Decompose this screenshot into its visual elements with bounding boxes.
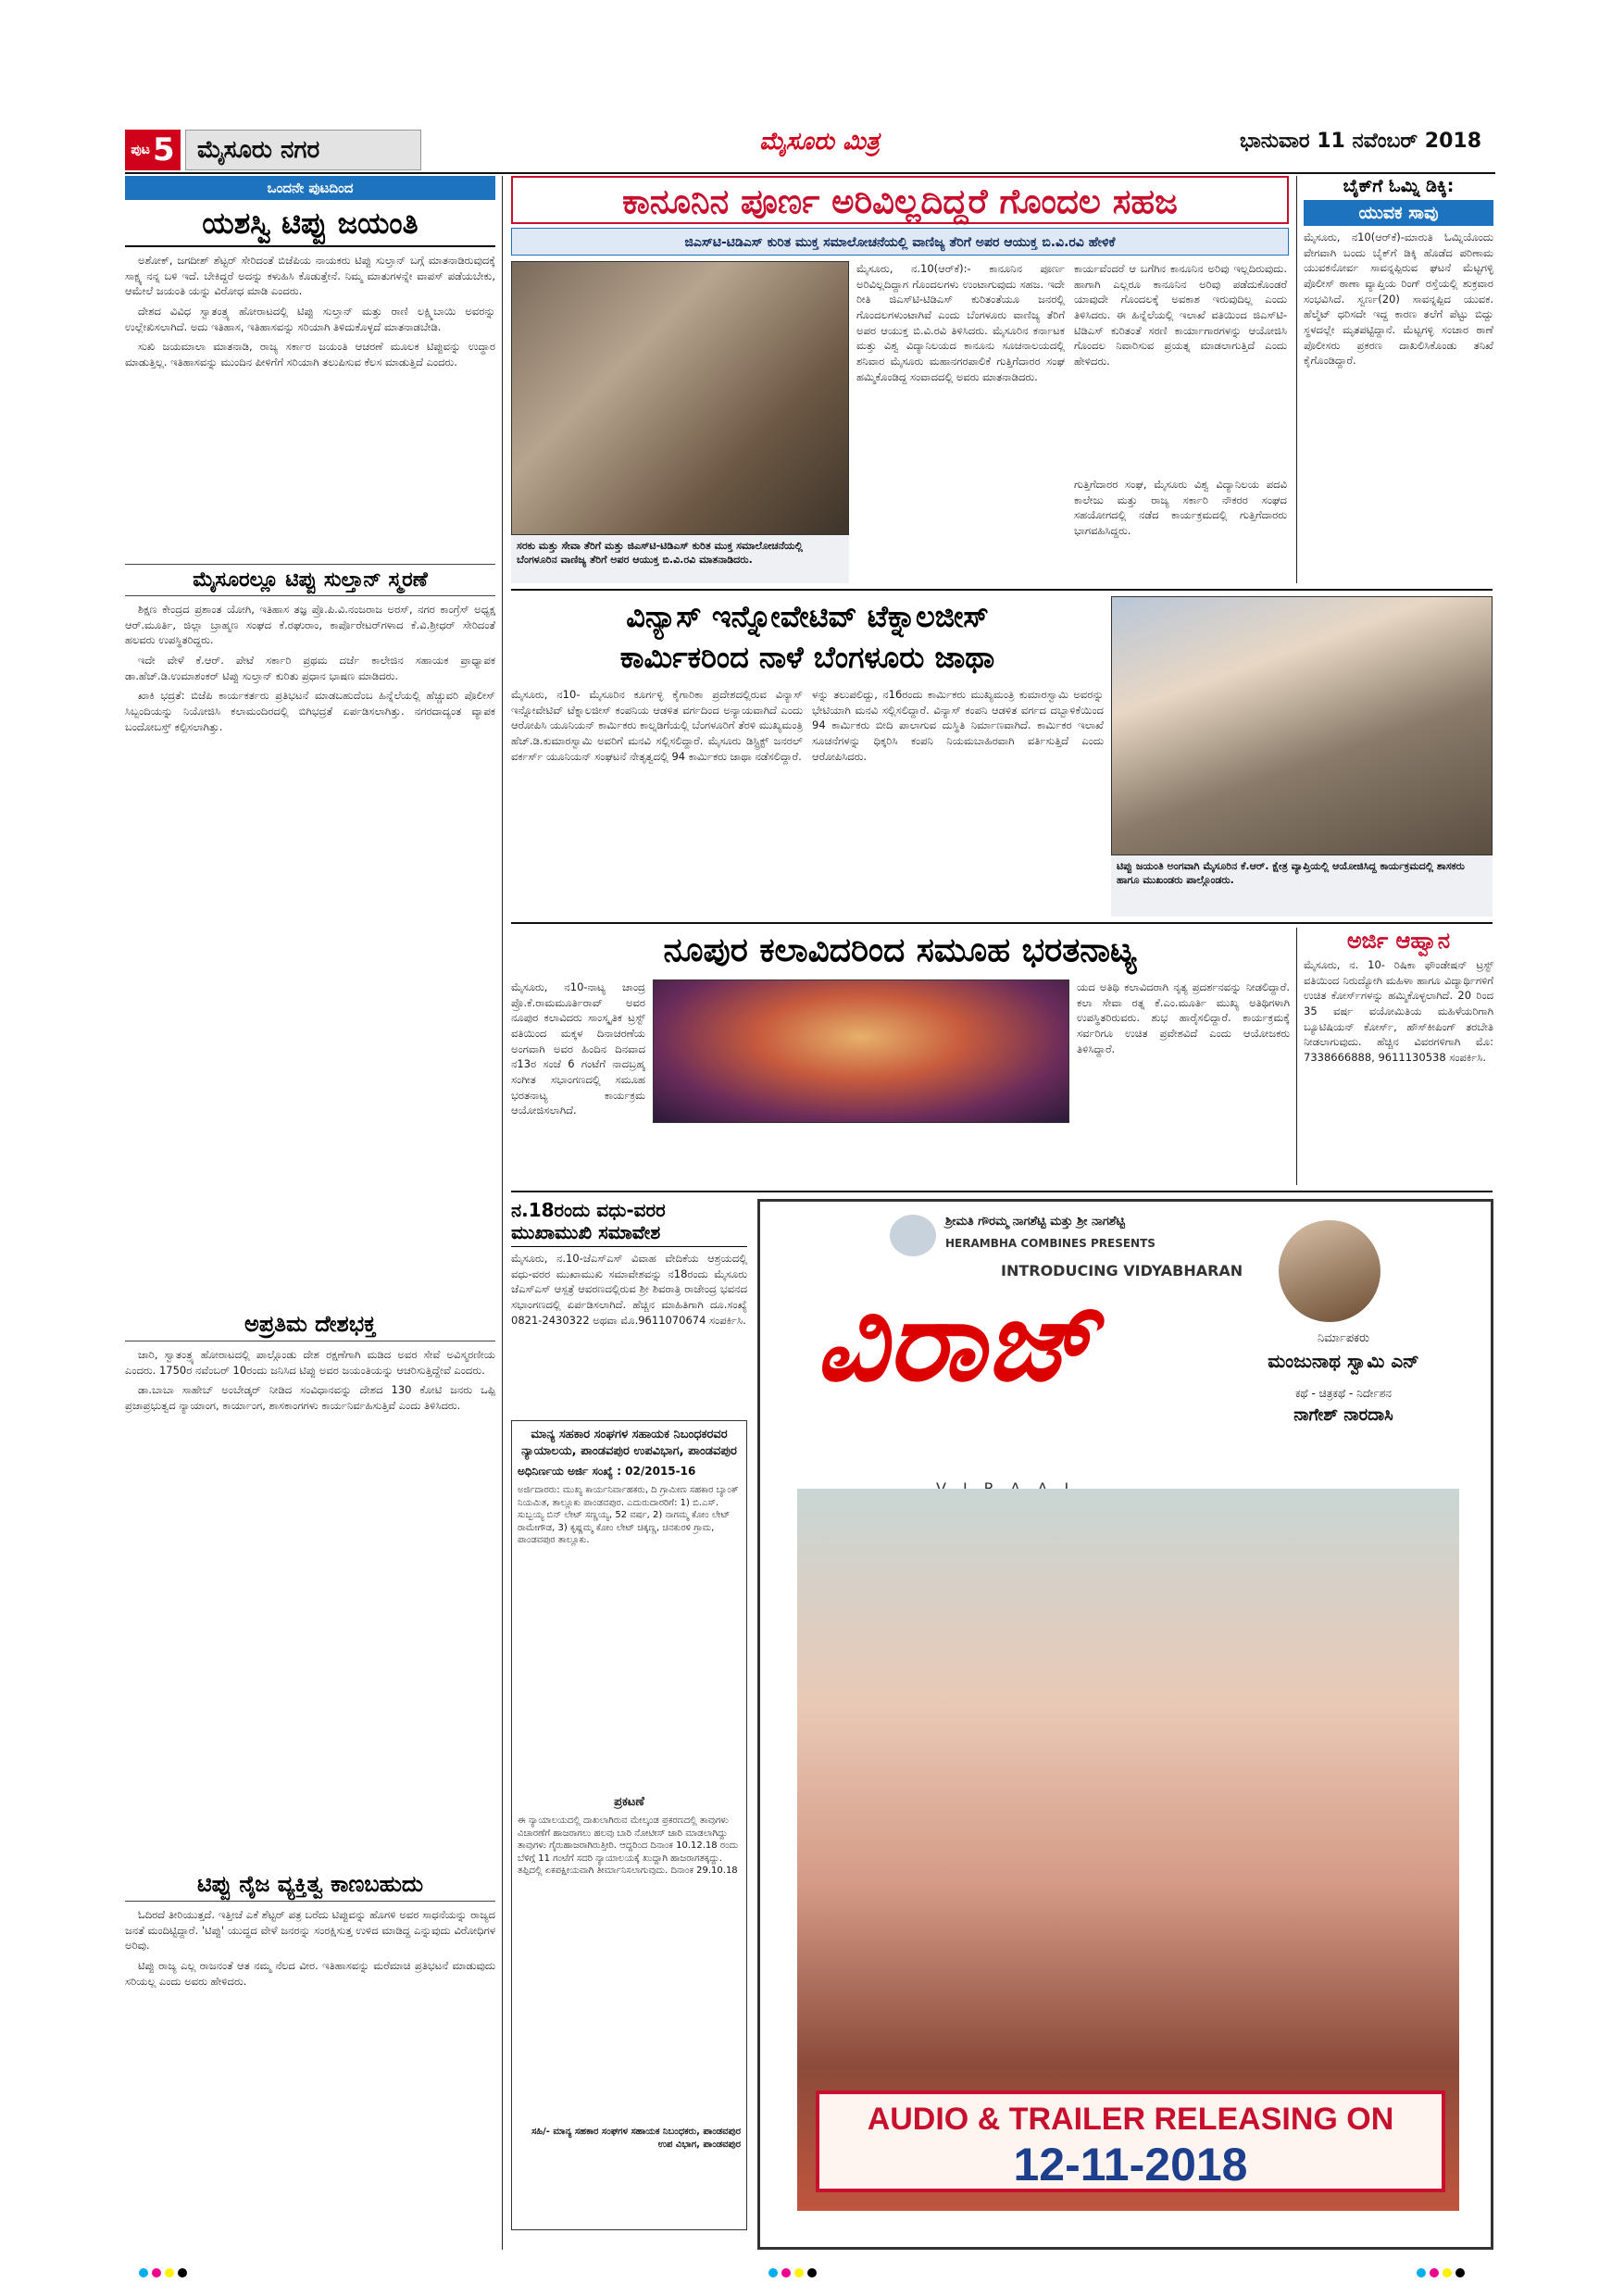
paper-name: ಮೈಸೂರು ಮಿತ್ರ [759, 128, 880, 156]
brief-body: ಮೈಸೂರು, ನ10(ಆರ್‌ಕೆ)-ಮಾರುತಿ ಓಮ್ನಿಯೊಂದು ವೇಗವಾಗಿ ಬಂದು ಬೈಕ್‌ಗೆ ಡಿಕ್ಕಿ ಹೊಡೆದ ಪರಿಣಾಮ ಯುವಕನೋರ್ವ ಸಾವನ್ನಪ್ಪಿರುವ ಘಟನೆ ಮೆಟ್ಟಗಳ್ಳಿ ಪೊಲೀಸ್ ಠಾಣಾ ವ್ಯಾಪ್ತಿಯ ರಿಂಗ್ ರಸ್ತೆಯಲ್ಲಿ ಶುಕ್ರವಾರ ಸಂಭವಿಸಿದೆ. ಸ್ವರ್ಣ(20) ಸಾವನ್ನಪ್ಪಿದ ಯುವಕ. ಹೆಲ್ಮೆಟ್ ಧರಿಸದೇ ಇದ್ದ ಕಾರಣ ತಲೆಗೆ ಪೆಟ್ಟು ಬಿದ್ದು ಸ್ಥಳದಲ್ಲೇ ಮೃತಪಟ್ಟಿದ್ದಾನೆ. ಮೆಟ್ಟಗಳ್ಳಿ ಸಂಚಾರ ಠಾಣೆ ಪೊಲೀಸರು ಪ್ರಕರಣ ದಾಖಲಿಸಿಕೊಂಡು ತನಿಖೆ ಕೈಗೊಂಡಿದ್ದಾರೆ. [1304, 231, 1493, 368]
ad-film-title: ವಿರಾಜ್ [816, 1276, 1096, 1406]
paragraph: ದೇಶದ ವಿವಿಧ ಸ್ವಾತಂತ್ರ್ಯ ಹೋರಾಟದಲ್ಲಿ ಟಿಪ್ಪು ಸುಲ್ತಾನ್ ಮತ್ತು ರಾಣಿ ಲಕ್ಷ್ಮಿಬಾಯಿ ಅವರನ್ನು ಉಲ್ಲೇಖಿಸಲಾಗಿದೆ. ಅದು ಇತಿಹಾಸ, ಇತಿಹಾಸವನ್ನು ಸರಿಯಾಗಿ ತಿಳಿದುಕೊಳ್ಳದೆ ಮಾತನಾಡಬೇಡಿ. [125, 305, 495, 333]
page-label: ಪುಟ [131, 143, 150, 157]
ad-introducing: INTRODUCING VIDYABHARAN [1001, 1262, 1243, 1279]
left-column [125, 176, 495, 2250]
section-rule [511, 589, 1493, 591]
masthead-rule [125, 172, 1495, 174]
yellow-dot [165, 2268, 174, 2277]
paragraph: ಸುಖಿ ಜಯಮಾಲಾ ಮಾತನಾಡಿ, ರಾಜ್ಯ ಸರ್ಕಾರ ಜಯಂತಿ ಆಚರಣೆ ಮೂಲಕ ಟಿಪ್ಪುವನ್ನು ಉದ್ಧಾರ ಮಾಡುತ್ತಿಲ್ಲ. ಇತಿಹಾಸವನ್ನು ಮುಂದಿನ ಪೀಳಿಗೆಗೆ ಸರಿಯಾಗಿ ತಲುಪಿಸುವ ಕೆಲಸ ಮಾಡುತ್ತಿದೆ ಎಂದರು. [125, 340, 495, 369]
personality-body [125, 1907, 495, 2296]
nupura-col2: ಯದ ಅತಿಥಿ ಕಲಾವಿದರಾಗಿ ನೃತ್ಯ ಪ್ರದರ್ಶನವನ್ನು ನೀಡಲಿದ್ದಾರೆ. ಕಲಾ ಸೇವಾ ರತ್ನ ಕೆ.ಎಂ.ಮೂರ್ತಿ ಮುಖ್ಯ ಅತಿಥಿಗಳಾಗಿ ಉಪಸ್ಥಿತರಿರುವರು. ಶುಭ ಹಾರೈಸಲಿದ್ದಾರೆ. ಕಾರ್ಯಕ್ರಮಕ್ಕೆ ಸರ್ವರಿಗೂ ಉಚಿತ ಪ್ರವೇಶವಿದೆ ಎಂದು ಆಯೋಜಕರು ತಿಳಿಸಿದ್ದಾರೆ. [1077, 980, 1290, 1055]
brief-headline-2: ಯುವಕ ಸಾವು [1304, 200, 1493, 226]
nupura-col1: ಮೈಸೂರು, ನ10-ನಾಟ್ಯ ಚಾಂದ್ರ ಪ್ರೊ.ಕೆ.ರಾಮಮೂರ್ತಿರಾವ್ ಅವರ ನೂಪುರ ಕಲಾವಿದರು ಸಾಂಸ್ಕೃತಿಕ ಟ್ರಸ್ಟ್ ವತಿಯಿಂದ ಮಕ್ಕಳ ದಿನಾಚರಣೆಯ ಅಂಗವಾಗಿ ಅವರ ಹಿಂದಿನ ದಿನವಾದ ನ13ರ ಸಂಜೆ 6 ಗಂಟೆಗೆ ನಾದಬ್ರಹ್ಮ ಸಂಗೀತ ಸಭಾಂಗಣದಲ್ಲಿ ಸಮೂಹ ಭರತನಾಟ್ಯ ಕಾರ್ಯಕ್ರಮ ಆಯೋಜಿಸಲಾಗಿದೆ. [511, 980, 645, 1117]
lead-headline: ಕಾನೂನಿನ ಪೂರ್ಣ ಅರಿವಿಲ್ಲದಿದ್ದರೆ ಗೊಂದಲ ಸಹಜ [511, 176, 1289, 224]
paragraph: ಡಾ.ಬಾಬಾ ಸಾಹೇಬ್ ಅಂಬೇಡ್ಕರ್ ನೀಡಿದ ಸಂವಿಧಾನವನ್ನು ದೇಶದ 130 ಕೋಟಿ ಜನರು ಒಪ್ಪಿ ಪ್ರಜಾಪ್ರಭುತ್ವದ ನ್ಯಾಯಾಂಗ, ಕಾರ್ಯಾಂಗ, ಶಾಸಕಾಂಗಗಳು ಕಾರ್ಯನಿರ್ವಹಿಸುತ್ತಿವೆ ಎಂದು ತಿಳಿಸಿದರು. [125, 1383, 495, 1413]
patriot-body [125, 1347, 495, 1866]
marriage-headline-2: ಮುಖಾಮುಖಿ ಸಮಾವೇಶ [511, 1221, 747, 1247]
page-number-badge [125, 130, 181, 170]
section-name: ಮೈಸೂರು ನಗರ [185, 130, 421, 170]
vinyas-headline-line2: ಕಾರ್ಮಿಕರಿಂದ ನಾಳೆ ಬೆಂಗಳೂರು ಜಾಥಾ [619, 640, 995, 675]
mysore-subhead: ಮೈಸೂರಲ್ಲೂ ಟಿಪ್ಪು ಸುಲ್ತಾನ್ ಸ್ಮರಣೆ [125, 564, 495, 596]
lead-photo-caption: ಸರಕು ಮತ್ತು ಸೇವಾ ತೆರಿಗೆ ಮತ್ತು ಜಿಎಸ್‌ಟಿ-ಟಿಡಿಎಸ್ ಕುರಿತ ಮುಕ್ತ ಸಮಾಲೋಚನೆಯಲ್ಲಿ ಬೆಂಗಳೂರಿನ ವಾಣಿಜ್ಯ ತೆರಿಗೆ ಅಪರ ಆಯುಕ್ತ ಬಿ.ವಿ.ರವಿ ಮಾತನಾಡಿದರು. [511, 535, 849, 583]
producer-portrait [1279, 1220, 1380, 1322]
court-body: ಅರ್ಜಿದಾರರು: ಮುಖ್ಯ ಕಾರ್ಯನಿರ್ವಾಹಕರು, ದಿ ಗ್ರಾಮೀಣ ಸಹಕಾರ ಬ್ಯಾಂಕ್ ನಿಯಮಿತ, ತಾಲ್ಲೂಕು ಪಾಂಡವಪುರ. ಎದುರುದಾರರಿಗೆ: 1) ಬಿ.ಎಸ್. ಸುಬ್ಬಯ್ಯ ಬಿನ್ ಲೇಟ್ ಸಣ್ಣಯ್ಯ, 52 ವರ್ಷ, 2) ನಾಗಮ್ಮ ಕೋಂ ಲೇಟ್ ರಾಮೇಗೌಡ, 3) ಕೃಷ್ಣಮ್ಮ ಕೋಂ ಲೇಟ್ ಚಿಕ್ಕಣ್ಣ, ಚಿನಕುರಳಿ ಗ್ರಾಮ, ಪಾಂಡವಪುರ ತಾಲ್ಲೂಕು. [518, 1485, 739, 1546]
nupura-col1-cont [653, 1128, 1069, 1185]
paragraph: ಇದೇ ವೇಳೆ ಕೆ.ಆರ್. ಪೇಟೆ ಸರ್ಕಾರಿ ಪ್ರಥಮ ದರ್ಜೆ ಕಾಲೇಜಿನ ಸಹಾಯಕ ಪ್ರಾಧ್ಯಾಪಕ ಡಾ.ಹೆಚ್.ಡಿ.ಉಮಾಶಂಕರ್ ಟಿಪ್ಪು ಸುಲ್ತಾನ್ ಕುರಿತು ಪ್ರಧಾನ ಭಾಷಣ ಮಾಡಿದರು. [125, 654, 495, 682]
tippu-event-caption: ಟಿಪ್ಪು ಜಯಂತಿ ಅಂಗವಾಗಿ ಮೈಸೂರಿನ ಕೆ.ಆರ್. ಕ್ಷೇತ್ರ ವ್ಯಾಪ್ತಿಯಲ್ಲಿ ಆಯೋಜಿಸಿದ್ದ ಕಾರ್ಯಕ್ರಮದಲ್ಲಿ ಶಾಸಕರು ಹಾಗೂ ಮುಖಂಡರು ಪಾಲ್ಗೊಂಡರು. [1111, 855, 1493, 917]
tippu-event-photo [1111, 596, 1493, 855]
release-label: AUDIO & TRAILER RELEASING ON [867, 2102, 1394, 2137]
bike-accident-brief [1304, 176, 1493, 583]
court-heading: ಮಾನ್ಯ ಸಹಕಾರ ಸಂಘಗಳ ಸಹಾಯಕ ನಿಬಂಧಕರವರ ನ್ಯಾಯಾಲಯ, ಪಾಂಡವಪುರ ಉಪವಿಭಾಗ, ಪಾಂಡವಪುರ [521, 1428, 737, 1458]
ad-director-label: ಕಥೆ - ಚಿತ್ರಕಥೆ - ನಿರ್ದೇಶನ [1295, 1387, 1392, 1400]
cyan-dot [139, 2268, 148, 2277]
black-dot [178, 2268, 187, 2277]
ad-company: HERAMBHA COMBINES PRESENTS [945, 1237, 1156, 1250]
marriage-body: ಮೈಸೂರು, ನ.10-ಜೆಎಸ್‌ಎಸ್ ವಿವಾಹ ವೇದಿಕೆಯ ಆಶ್ರಯದಲ್ಲಿ ವಧು-ವರರ ಮುಖಾಮುಖಿ ಸಮಾವೇಶವನ್ನು ನ18ರಂದು ಮೈಸೂರು ಜೆಎಸ್‌ಎಸ್ ಆಸ್ಪತ್ರೆ ಆವರಣದಲ್ಲಿರುವ ಶ್ರೀ ಶಿವರಾತ್ರಿ ರಾಜೇಂದ್ರ ಭವನದ ಸಭಾಂಗಣದಲ್ಲಿ ಏರ್ಪಡಿಸಲಾಗಿದೆ. ಹೆಚ್ಚಿನ ಮಾಹಿತಿಗಾಗಿ ದೂ.ಸಂಖ್ಯೆ 0821-2430322 ಅಥವಾ ಮೊ.9611070674 ಸಂಪರ್ಕಿಸಿ. [511, 1252, 747, 1327]
application-notice [1304, 928, 1493, 1185]
black-dot [807, 2268, 817, 2277]
registration-marks [768, 2268, 817, 2277]
ad-director-name: ನಾಗೇಶ್ ನಾರದಾಸಿ [1293, 1405, 1393, 1425]
magenta-dot [781, 2268, 791, 2277]
court-section: ಪ್ರಕಟಣೆ [614, 1795, 644, 1810]
lead-photo [511, 261, 849, 535]
registration-marks [139, 2268, 187, 2277]
section-rule [511, 922, 1493, 924]
yellow-dot [794, 2268, 804, 2277]
black-dot [1455, 2268, 1465, 2277]
vinyas-col1: ಮೈಸೂರು, ನ10- ಮೈಸೂರಿನ ಕೂರ್ಗಳ್ಳಿ ಕೈಗಾರಿಕಾ ಪ್ರದೇಶದಲ್ಲಿರುವ ವಿನ್ಯಾಸ್ ಇನ್ನೋವೇಟಿವ್ ಟೆಕ್ನಾಲಜೀಸ್ ಕಂಪನಿಯ ಆಡಳಿತ ವರ್ಗದಿಂದ ಅನ್ಯಾಯವಾಗಿದೆ ಎಂದು ಆರೋಪಿಸಿ ಯೂನಿಯನ್ ಕಾರ್ಮಿಕರು ಕಾಲ್ನಡಿಗೆಯಲ್ಲಿ ಬೆಂಗಳೂರಿಗೆ ತೆರಳಿ ಮುಖ್ಯಮಂತ್ರಿ ಹೆಚ್.ಡಿ.ಕುಮಾರಸ್ವಾಮಿ ಅವರಿಗೆ ಮನವಿ ಸಲ್ಲಿಸಲಿದ್ದಾರೆ. ಮೈಸೂರು ಡಿಸ್ಟ್ರಿಕ್ಟ್ ಜನರಲ್ ವರ್ಕರ್ಸ್ ಯೂನಿಯನ್ ಸಂಘಟನೆ ನೇತೃತ್ವದಲ್ಲಿ 94 ಕಾರ್ಮಿಕರು ಜಾಥಾ ನಡೆಸಲಿದ್ದಾರೆ. [511, 688, 803, 763]
nupura-headline: ನೂಪುರ ಕಲಾವಿದರಿಂದ ಸಮೂಹ ಭರತನಾಟ್ಯ [663, 931, 1137, 969]
column-divider [1296, 928, 1297, 1185]
ad-producer-name: ಮಂಜುನಾಥ ಸ್ವಾಮಿ ಎನ್ [1268, 1350, 1419, 1372]
paragraph: ಜಾರಿ, ಸ್ವಾತಂತ್ರ್ಯ ಹೋರಾಟದಲ್ಲಿ ಪಾಲ್ಗೊಂಡು ದೇಶ ರಕ್ಷಣೆಗಾಗಿ ಮಡಿದ ಅವರ ಸೇವೆ ಅವಿಸ್ಮರಣೀಯ ಎಂದರು. 1750ರ ನವೆಂಬರ್ 10ರಂದು ಜನಿಸಿದ ಟಿಪ್ಪು ಅವರ ಜಯಂತಿಯನ್ನು ಆಚರಿಸುತ್ತಿದ್ದೇವೆ ಎಂದರು. [125, 1348, 495, 1377]
column-divider [1296, 176, 1297, 583]
paragraph: ಓದಿರದೆ ತೀರಿಯುತ್ತದೆ. ಇತ್ತೀಚೆ ಎಕೆ ಶೆಟ್ಟರ್ ಪತ್ರ ಬರೆದು ಟಿಪ್ಪುವನ್ನು ಹೊಗಳಿ ಅವರ ಸಾಧನೆಯನ್ನು ರಾಜ್ಯದ ಜನತೆ ಮಂದಿಟ್ಟಿದ್ದಾರೆ. 'ಟಿಪ್ಪು' ಯುದ್ಧದ ವೇಳೆ ಜನರನ್ನು ಸಂರಕ್ಷಿಸುತ್ತ ಉಳಿದ ಮಾಡಿದ್ದ ಎನ್ನುವುದು ವಿರೋಧಿಗಳ ಅರಿವು. [125, 1908, 495, 1953]
notices-column [511, 1199, 747, 2250]
court-body-2: ಈ ನ್ಯಾಯಾಲಯದಲ್ಲಿ ದಾಖಲಾಗಿರುವ ಮೇಲ್ಕಂಡ ಪ್ರಕರಣದಲ್ಲಿ ತಾವುಗಳು ವಿಚಾರಣೆಗೆ ಹಾಜರಾಗಲು ಹಲವು ಬಾರಿ ನೋಟೀಸ್ ಜಾರಿ ಮಾಡಲಾಗಿದ್ದು ತಾವುಗಳು ಗೈರುಹಾಜರಾಗಿರುತ್ತೀರಿ. ಆದ್ದರಿಂದ ದಿನಾಂಕ 10.12.18 ರಂದು ಬೆಳಿಗ್ಗೆ 11 ಗಂಟೆಗೆ ಸದರಿ ನ್ಯಾಯಾಲಯಕ್ಕೆ ಖುದ್ದಾಗಿ ಹಾಜರಾಗತಕ್ಕದ್ದು. ತಪ್ಪಿದಲ್ಲಿ ಏಕಪಕ್ಷೀಯವಾಗಿ ತೀರ್ಮಾನಿಸಲಾಗುವುದು. ದಿನಾಂಕ 29.10.18 [518, 1816, 739, 1877]
personality-subhead: ಟಿಪ್ಪು ನೈಜ ವ್ಯಕ್ತಿತ್ವ ಕಾಣಬಹುದು [125, 1871, 495, 1902]
vinyas-col2: ಳನ್ನು ತಲುಪಲಿದ್ದು, ನ16ರಂದು ಕಾರ್ಮಿಕರು ಮುಖ್ಯಮಂತ್ರಿ ಕುಮಾರಸ್ವಾಮಿ ಅವರನ್ನು ಭೇಟಿಯಾಗಿ ಮನವಿ ಸಲ್ಲಿಸಲಿದ್ದಾರೆ. ವಿನ್ಯಾಸ್ ಕಂಪನಿ ಆಡಳಿತ ವರ್ಗದ ದಬ್ಬಾಳಿಕೆಯಿಂದ 94 ಕಾರ್ಮಿಕರು ಬೀದಿ ಪಾಲಾಗುವ ದುಸ್ಥಿತಿ ನಿರ್ಮಾಣವಾಗಿದೆ. ಕಾರ್ಮಿಕರ ಇಲಾಖೆ ಸೂಚನೆಗಳನ್ನು ಧಿಕ್ಕರಿಸಿ ಕಂಪನಿ ನಿಯಮಬಾಹಿರವಾಗಿ ವರ್ತಿಸುತ್ತಿದೆ ಎಂದು ಆರೋಪಿಸಿದರು. [812, 688, 1104, 763]
cyan-dot [768, 2268, 778, 2277]
yellow-dot [1443, 2268, 1452, 2277]
ad-producer-photos [890, 1215, 936, 1256]
lead-col3: ಗುತ್ತಿಗೆದಾರರ ಸಂಘ, ಮೈಸೂರು ವಿಶ್ವ ವಿದ್ಯಾನಿಲಯ ಪದವಿ ಕಾಲೇಜು ಮತ್ತು ರಾಜ್ಯ ಸರ್ಕಾರಿ ನೌಕರರ ಸಂಘದ ಸಹಯೋಗದಲ್ಲಿ ನಡೆದ ಕಾರ್ಯಕ್ರಮದಲ್ಲಿ ಗುತ್ತಿಗೆದಾರರು ಭಾಗವಹಿಸಿದ್ದರು. [1074, 478, 1287, 538]
tippu-headline: ಯಶಸ್ವಿ ಟಿಪ್ಪು ಜಯಂತಿ [125, 206, 495, 247]
lead-subhead: ಜಿಎಸ್‌ಟಿ-ಟಿಡಿಎಸ್ ಕುರಿತ ಮುಕ್ತ ಸಮಾಲೋಚನೆಯಲ್ಲಿ ವಾಣಿಜ್ಯ ತೆರಿಗೆ ಅಪರ ಆಯುಕ್ತ ಬಿ.ವಿ.ರವಿ ಹೇಳಿಕೆ [511, 228, 1289, 256]
patriot-subhead: ಅಪ್ರತಿಮ ದೇಶಭಕ್ತ [125, 1311, 495, 1341]
section-rule [511, 1191, 1493, 1192]
cyan-dot [1417, 2268, 1426, 2277]
continued-kicker: ಒಂದನೇ ಪುಟದಿಂದ [125, 176, 495, 200]
vinyas-headline-line1: ವಿನ್ಯಾಸ್ ಇನ್ನೋವೇಟಿವ್ ಟೆಕ್ನಾಲಜೀಸ್ [626, 599, 989, 634]
tippu-body [125, 253, 495, 558]
marriage-headline-1: ನ.18ರಂದು ವಧು-ವರರ [511, 1199, 666, 1221]
lead-col2: ಕಾರ್ಯವೆಂದರೆ ಆ ಬಗೆಗಿನ ಕಾನೂನಿನ ಅರಿವು ಇಲ್ಲದಿರುವುದು. ಹಾಗಾಗಿ ಎಲ್ಲರೂ ಕಾನೂನಿನ ಅರಿವು ಪಡೆದುಕೊಂಡರೆ ಯಾವುದೇ ಗೊಂದಲಕ್ಕೆ ಅವಕಾಶ ಇರುವುದಿಲ್ಲ ಎಂದು ತಿಳಿಸಿದರು. ಈ ಹಿನ್ನೆಲೆಯಲ್ಲಿ ಇಲಾಖೆ ವತಿಯಿಂದ ಜಿಎಸ್‌ಟಿ-ಟಿಡಿಎಸ್ ಕುರಿತಂತೆ ಸರಣಿ ಕಾರ್ಯಾಗಾರಗಳನ್ನು ಆಯೋಜಿಸಿ ಗೊಂದಲ ನಿವಾರಿಸುವ ಪ್ರಯತ್ನ ಮಾಡಲಾಗುತ್ತಿದೆ ಎಂದು ಹೇಳಿದರು. [1074, 262, 1287, 368]
brief-headline-1: ಬೈಕ್‌ಗೆ ಓಮ್ನಿ ಡಿಕ್ಕಿ: [1343, 176, 1455, 196]
magenta-dot [1430, 2268, 1439, 2277]
registration-marks [1417, 2268, 1465, 2277]
paragraph: ಖಾಕಿ ಭದ್ರತೆ: ಬಿಜೆಪಿ ಕಾರ್ಯಕರ್ತರು ಪ್ರತಿಭಟನೆ ಮಾಡಬಹುದೆಂಬ ಹಿನ್ನೆಲೆಯಲ್ಲಿ ಹೆಚ್ಚುವರಿ ಪೊಲೀಸ್ ಸಿಬ್ಬಂದಿಯನ್ನು ನಿಯೋಜಿಸಿ ಕಲಾಮಂದಿರದಲ್ಲಿ ಬಿಗಿಭದ್ರತೆ ಏರ್ಪಡಿಸಲಾಗಿತ್ತು. ನಗರದಾದ್ಯಂತ ವ್ಯಾಪಕ ಬಂದೋಬಸ್ತ್ ಕಲ್ಪಿಸಲಾಗಿತ್ತು. [125, 689, 495, 733]
application-headline: ಅರ್ಜಿ ಆಹ್ವಾನ [1346, 928, 1451, 954]
paragraph: ಶಿಕ್ಷಣ ಕೇಂದ್ರದ ಪ್ರಶಾಂತ ಯೋಗಿ, ಇತಿಹಾಸ ತಜ್ಞ ಪ್ರೊ.ಪಿ.ವಿ.ನಂಜರಾಜ ಅರಸ್, ನಗರ ಕಾಂಗ್ರೆಸ್ ಅಧ್ಯಕ್ಷ ಆರ್.ಮೂರ್ತಿ, ಜಿಲ್ಲಾ ಬ್ರಾಹ್ಮಣ ಸಂಘದ ಕೆ.ರಘುರಾಂ, ಕಾರ್ಪೊರೇಟರ್‌ಗಳಾದ ಕೆ.ವಿ.ಶ್ರೀಧರ್ ಸೇರಿದಂತೆ ಹಲವರು ಉಪಸ್ಥಿತರಿದ್ದರು. [125, 603, 495, 647]
dancers-photo [653, 980, 1069, 1123]
paragraph: ಟಿಪ್ಪು ರಾಜ್ಯ ಎಲ್ಲ ರಾಜನಂತೆ ಆತ ನಮ್ಮ ನೆಲದ ವೀರ. ಇತಿಹಾಸವನ್ನು ಮರೆಮಾಚಿ ಪ್ರತಿಭಟನೆ ಮಾಡುವುದು ಸರಿಯಲ್ಲ ಎಂದು ಅವರು ಹೇಳಿದರು. [125, 1959, 495, 1988]
application-body: ಮೈಸೂರು, ನ. 10- ರಿಷಿಕಾ ಫೌಂಡೇಷನ್ ಟ್ರಸ್ಟ್ ವತಿಯಿಂದ ನಿರುದ್ಯೋಗಿ ಮಹಿಳಾ ಹಾಗೂ ವಿದ್ಯಾರ್ಥಿಗಳಿಗೆ ಉಚಿತ ಕೋರ್ಸ್‌ಗಳನ್ನು ಹಮ್ಮಿಕೊಳ್ಳಲಾಗಿದೆ. 20 ರಿಂದ 35 ವರ್ಷ ವಯೋಮಿತಿಯ ಮಹಿಳೆಯರಿಗಾಗಿ ಬ್ಯೂಟಿಷಿಯನ್ ಕೋರ್ಸ್, ಹೌಸ್‌ಕೀಪಿಂಗ್ ತರಬೇತಿ ನೀಡಲಾಗುವುದು. ಹೆಚ್ಚಿನ ವಿವರಗಳಿಗಾಗಿ ಮೊ: 7338666888, 9611130538 ಸಂಪರ್ಕಿಸಿ. [1304, 958, 1493, 1065]
magenta-dot [152, 2268, 161, 2277]
mysore-body [125, 602, 495, 1305]
court-case-number: ಅಧಿನಿರ್ಣಯ ಅರ್ಜಿ ಸಂಖ್ಯೆ : 02/2015-16 [518, 1465, 696, 1479]
paragraph: ಅಶೋಕ್, ಜಗದೀಶ್ ಶೆಟ್ಟರ್ ಸೇರಿದಂತೆ ಬಿಜೆಪಿಯ ನಾಯಕರು ಟಿಪ್ಪು ಸುಲ್ತಾನ್ ಬಗ್ಗೆ ಮಾತನಾಡಿರುವುದಕ್ಕೆ ಸಾಕ್ಷ್ಯ ನನ್ನ ಬಳಿ ಇದೆ. ಬೇಕಿದ್ದರೆ ಅದನ್ನು ಕಳುಹಿಸಿ ಕೊಡುತ್ತೇನೆ. ನಿಮ್ಮ ಮಾತುಗಳನ್ನೇ ವಾಪಸ್ ಪಡೆಯಬೇಕು, ಆಮೇಲೆ ಜಯಂತಿ ಯನ್ನು ವಿರೋಧ ಮಾಡಿ ಎಂದರು. [125, 254, 495, 298]
column-divider [502, 176, 503, 2250]
ad-producer-label: ನಿರ್ಮಾಪಕರು [1317, 1331, 1370, 1345]
ad-producer-line: ಶ್ರೀಮತಿ ಗೌರಮ್ಮ ನಾಗಶೆಟ್ಟಿ ಮತ್ತು ಶ್ರೀ ನಾಗಶೆಟ್ಟಿ [945, 1215, 1125, 1229]
court-notice [511, 1420, 747, 2230]
film-advertisement [757, 1199, 1493, 2250]
page-number: 5 [152, 131, 175, 168]
release-banner [816, 2090, 1445, 2192]
lead-col1: ಮೈಸೂರು, ನ.10(ಆರ್‌ಕೆ):- ಕಾನೂನಿನ ಪೂರ್ಣ ಅರಿವಿಲ್ಲದಿದ್ದಾಗ ಗೊಂದಲಗಳು ಉಂಟಾಗುವುದು ಸಹಜ. ಇದೇ ರೀತಿ ಜಿಎಸ್‌ಟಿ-ಟಿಡಿಎಸ್ ಕುರಿತಂತೆಯೂ ಜನರಲ್ಲಿ ಗೊಂದಲಗಳುಂಟಾಗಿವೆ ಎಂದು ಬೆಂಗಳೂರು ವಾಣಿಜ್ಯ ತೆರಿಗೆ ಅಪರ ಆಯುಕ್ತ ಬಿ.ವಿ.ರವಿ ತಿಳಿಸಿದರು. ಮೈಸೂರಿನ ಕರ್ನಾಟಕ ಮತ್ತು ವಿಶ್ವ ವಿದ್ಯಾನಿಲಯದ ಕಾನೂನು ಸೂಚನಾಲಯದಲ್ಲಿ ಶನಿವಾರ ಮೈಸೂರು ಮಹಾನಗರಪಾಲಿಕೆ ಗುತ್ತಿಗೆದಾರರ ಸಂಘ ಹಮ್ಮಿಕೊಂಡಿದ್ದ ಸಂವಾದದಲ್ಲಿ ಅವರು ಮಾತನಾಡಿದರು. [856, 262, 1065, 383]
issue-date: ಭಾನುವಾರ 11 ನವೆಂಬರ್ 2018 [1239, 130, 1481, 153]
release-date: 12-11-2018 [1013, 2139, 1248, 2190]
court-signature: ಸಹಿ/- ಮಾನ್ಯ ಸಹಕಾರ ಸಂಘಗಳ ಸಹಾಯಕ ನಿಬಂಧಕರು, ಪಾಂಡವಪುರ ಉಪ ವಿಭಾಗ, ಪಾಂಡವಪುರ [531, 2127, 741, 2150]
vinyas-headline [511, 596, 1104, 680]
